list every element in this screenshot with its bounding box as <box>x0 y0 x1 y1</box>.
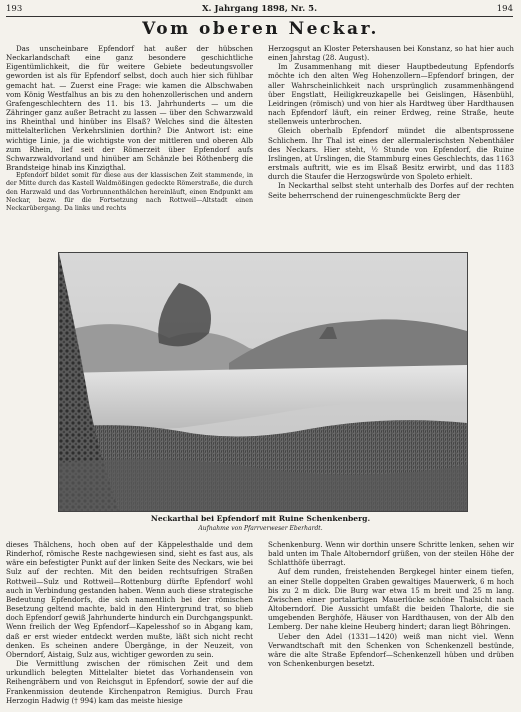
column-bottom-right <box>268 540 514 710</box>
paragraph: Auf dem runden, freistehenden Bergkegel hinter einem tiefen, an einer Stelle doppelten Graben gewaltiges Mauerwerk, 6 m hoch bis zu 2 m dick. Die Burg war etwa 15 m breit und 25 m lang. Zwischen einer portalartigen Mauerlücke schöne Thalsicht nach Altoberndorf. Die Aussicht umfaßt die beiden Thalorte, die sie umgebenden Berghöfe, Häuser von Hardthausen, von der Alb den Lemberg. Der nahe kleine Heuberg hindert; daran liegt Böhringen. <box>268 567 514 632</box>
paragraph: Herzogsgut an Kloster Petershausen bei Konstanz, so hat hier auch einen Jahrstag (28. August). <box>268 44 514 63</box>
photo-illustration <box>59 253 467 511</box>
landscape-photograph <box>58 252 468 512</box>
column-top-left <box>6 44 253 248</box>
header-rule <box>6 16 513 17</box>
page-header <box>6 2 513 16</box>
paragraph-small-print: Epfendorf bildet somit für diese aus der klassischen Zeit stammende, in der Mitte durch das Kastell Waldmößingen gedeckte Römerstraße, die durch den Harzwald und das Vorbrunnenthälchen hereinläuft, einen Endpunkt am Neckar, bezw. für die Fortsetzung nach Rottweil—Altstadt einen Neckarübergang. Da links und rechts <box>6 172 253 212</box>
paragraph: dieses Thälchens, hoch oben auf der Käppelesthalde und dem Rinderhof, römische Reste nachgewiesen sind, sieht es fast aus, als wäre ein befestigter Punkt auf der linken Seite des Neckars, wie bei Sulz auf der rechten. Mit den beiden rechtsufrigen Straßen Rottweil—Sulz und Rottweil—Rottenburg dürfte Epfendorf wohl auch in Verbindung gestanden haben. Wenn auch diese strategische Bedeutung Epfendorfs, die sich namentlich bei der römischen Besetzung geltend machte, bald in den Hintergrund trat, so blieb doch Epfendorf gewiß Jahrhunderte hindurch ein Durchgangspunkt. Wenn freilich der Weg Epfendorf—Kapelesshof so in Abgang kam, daß er erst wieder entdeckt werden mußte, läßt sich nicht recht denken. Es scheinen andere Übergänge, in der Neuzeit, von Oberndorf, Aistaig, Sulz aus, wichtiger geworden zu sein. <box>6 540 253 659</box>
paragraph: In Neckarthal selbst steht unterhalb des Dorfes auf der rechten Seite beherrschend der ruinengeschmückte Berg der <box>268 181 514 200</box>
column-bottom-left <box>6 540 253 710</box>
column-top-right <box>268 44 514 248</box>
paragraph: Das unscheinbare Epfendorf hat außer der hübschen Neckarlandschaft eine ganz besondere geschichtliche Eigentümlichkeit, die für weitere Gebiete bedeutungsvoller geworden ist als für Epfendorf selbst, doch auch hier sich fühlbar gemacht hat. — Zuerst eine Frage: wie kamen die Albschwaben vom König Westfalhus an bis zu den hohenzollerischen und andern Grafengeschlechtern des 11. bis 13. Jahrhunderts — um die Zähringer ganz außer Betracht zu lassen — über den Schwarzwald ins Rheinthal und hinüber ins Elsaß? Welches sind die ältesten mittelalterlichen Verkehrslinien dorthin? Die Antwort ist: eine wichtige Linie, ja die wichtigste von der mittleren und oberen Alb zum Rhein, lief seit der Römerzeit über Epfendorf aufs Schwarzwaldvorland und hinüber am Schänzle bei Röthenberg die Brandsteige hinab ins Kinzigthal. <box>6 44 253 173</box>
paragraph: Die Vermittlung zwischen der römischen Zeit und dem urkundlich belegten Mittelalter bietet das Vorhandensein von Reihengräbern und von Reichsgut in Epfendorf, sowie der auf die Frankenmission deutende Kirchenpatron Remigius. Durch Frau Herzogin Hadwig († 994) kam das meiste hiesige <box>6 659 253 705</box>
photo-credit: Aufnahme von Pfarrverweser Eberhardt. <box>198 525 323 532</box>
article-title: Vom oberen Neckar. <box>142 19 379 39</box>
paragraph: Ueber den Adel (1331—1420) weiß man nicht viel. Wenn Verwandtschaft mit den Schenken von Schenkenzell bestünde, wäre die alte Straße Epfendorf—Schenkenzell hüben und drüben von Schenkenburgen besetzt. <box>268 631 514 669</box>
paragraph: Schenkenburg. Wenn wir dorthin unsere Schritte lenken, sehen wir bald unten im Thale Altoberndorf grüßen, von der steilen Höhe der Schlatthöfe überragt. <box>268 540 514 568</box>
paragraph: Im Zusammenhang mit dieser Hauptbedeutung Epfendorfs möchte ich den alten Weg Hohenzollern—Epfendorf bringen, der aller Wahrscheinlichkeit nach ursprünglich zusammenhängend über Engstlatt, Heiligkreuzkapelle bei Geislingen, Häsenbühl, Leidringen (römisch) und von hier als Hardtweg über Hardthausen nach Epfendorf läuft, ein reiner Erdweg, reine Straße, heute stellenweis unterbrochen. <box>268 62 514 127</box>
running-title: X. Jahrgang 1898, Nr. 5. <box>201 4 318 14</box>
figure-caption: Neckarthal bei Epfendorf mit Ruine Schenkenberg. <box>150 514 371 523</box>
page-number-right: 194 <box>496 4 513 14</box>
page-number-left: 193 <box>6 4 23 14</box>
paragraph: Gleich oberhalb Epfendorf mündet die albentsprossene Schlichem. Ihr Thal ist eines der allermalerischsten Nebenthäler des Neckars. Hier steht, ½ Stunde von Epfendorf, die Ruine Irslingen, at Urslingen, die Stammburg eines Geschlechts, das 1163 erstmals auftritt, wie es im Elsaß Besitz erwirbt, und das 1183 durch die Staufer die Herzogswürde von Spoleto erhielt. <box>268 126 514 182</box>
